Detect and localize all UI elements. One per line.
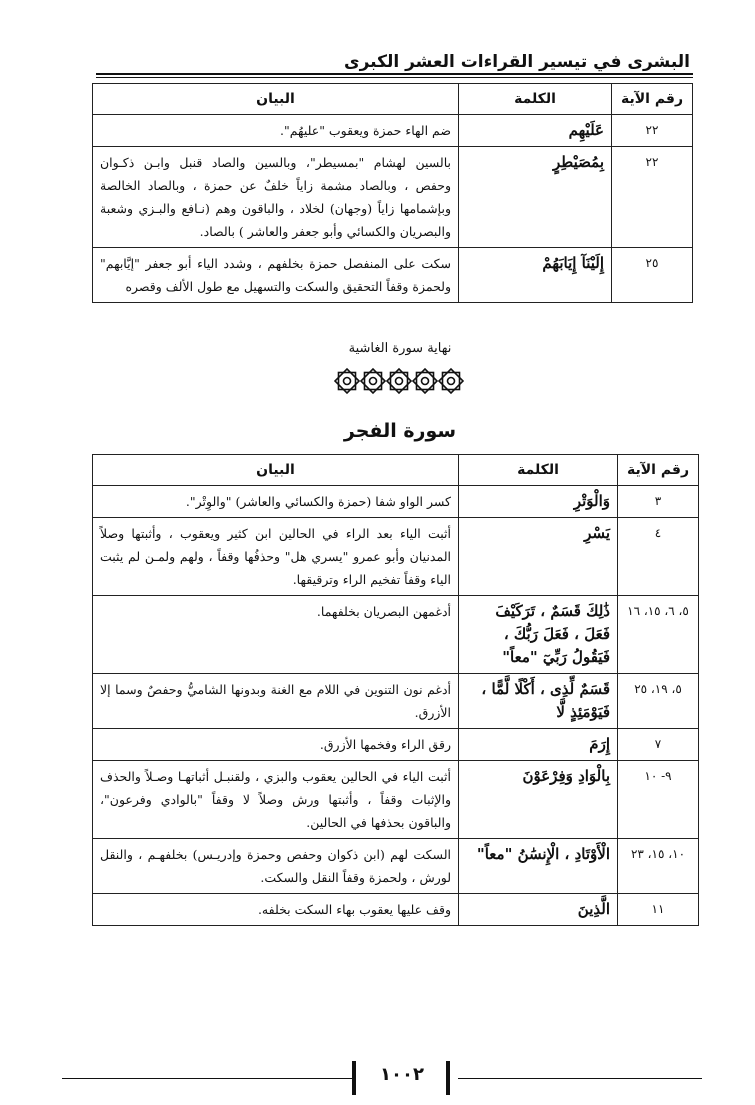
table-header-row — [93, 84, 693, 115]
explanation-cell: أدغمهن البصريان بخلفهما. — [93, 596, 459, 674]
explanation-cell: أثبت الياء في الحالين يعقوب والبزي ، ولقنبـل أثباتهـا وصـلاً والحذف والإثبات وقفاً ، وأثبتها ورش وصلاً لا وقفاً "بالوادي وفرعون"، والباقون بحذفها في الحالين. — [93, 761, 459, 839]
word-cell: الَّذِينَ — [459, 894, 618, 926]
column-header-explanation: البيان — [93, 84, 459, 115]
word-cell: بِمُصَيْطِرٍ — [459, 147, 612, 248]
column-header-word: الكلمة — [459, 84, 612, 115]
table-row — [93, 761, 699, 839]
table-row — [93, 486, 699, 518]
ayah-cell: ٥، ١٩، ٢٥ — [618, 674, 699, 729]
readings-table-ghashiya — [92, 83, 693, 303]
ayah-cell: ١٠، ١٥، ٢٣ — [618, 839, 699, 894]
ayah-cell: ٧ — [618, 729, 699, 761]
star-ornament-divider — [334, 366, 464, 396]
explanation-cell: وقف عليها يعقوب بهاء السكت بخلفه. — [93, 894, 459, 926]
ayah-cell: ٥، ٦، ١٥، ١٦ — [618, 596, 699, 674]
table-row — [93, 147, 693, 248]
explanation-cell: السكت لهم (ابن ذكوان وحفص وحمزة وإدريـس) بخلفهـم ، والنقل لورش ، ولحمزة وقفاً النقل والسكت. — [93, 839, 459, 894]
star-ornament-icon — [335, 369, 359, 393]
surah-title: سورة الفجر — [343, 420, 457, 442]
word-cell: الْأَوْتَادِ ، الْإِنسَٰنُ "معاً" — [459, 839, 618, 894]
table-row — [93, 839, 699, 894]
column-header-explanation: البيان — [93, 455, 459, 486]
column-header-ayah: رقم الآية — [618, 455, 699, 486]
ayah-cell: ٤ — [618, 518, 699, 596]
ayah-cell: ٢٢ — [612, 115, 693, 147]
word-cell: بِالْوَادِ وَفِرْعَوْنَ — [459, 761, 618, 839]
star-ornament-icon — [387, 369, 411, 393]
table-row — [93, 115, 693, 147]
explanation-cell: كسر الواو شفا (حمزة والكسائي والعاشر) "والوِتْر". — [93, 486, 459, 518]
explanation-cell: ضم الهاء حمزة ويعقوب "عليهُم". — [93, 115, 459, 147]
table-row — [93, 518, 699, 596]
explanation-cell: بالسين لهشام "بمسيطر"، وبالسين والصاد قنبل وابـن ذكـوان وحفص ، وبالصاد مشمة زاياً خلفٌ عن حمزة ، وبالصاد الخالصة وبإشمامها زاياً (وجهان) لخلاد ، والباقون وهم (نـافع والبـزي وشعبة والبصريان والكسائي وأبو جعفر والعاشر ) بالصاد. — [93, 147, 459, 248]
explanation-cell: أثبت الياء بعد الراء في الحالين ابن كثير ويعقوب ، وأثبتها وصلاً المدنيان وأبو عمرو "يسري هل" وحذفُها وقفاً ، ولهم ولمـن لم يثبت الياء وقفاً تفخيم الراء وترقيقها. — [93, 518, 459, 596]
star-ornament-icon — [361, 369, 385, 393]
running-header: البشرى في تيسير القراءات العشر الكبرى — [344, 52, 690, 72]
word-cell: إِلَيْنَآ إِيَابَهُمْ — [459, 248, 612, 303]
word-cell: قَسَمٌ لِّذِى ، أَكْلًا لَّمًّا ، فَيَوْمَئِذٍ لَّا — [459, 674, 618, 729]
readings-table-fajr — [92, 454, 699, 926]
footer-rule-left — [62, 1078, 354, 1079]
ayah-cell: ٢٥ — [612, 248, 693, 303]
ayah-cell: ٣ — [618, 486, 699, 518]
word-cell: عَلَيْهِم — [459, 115, 612, 147]
word-cell: وَالْوَتْرِ — [459, 486, 618, 518]
column-header-word: الكلمة — [459, 455, 618, 486]
word-cell: يَسْرِ — [459, 518, 618, 596]
header-rule-thin — [96, 77, 693, 78]
word-cell: ذَٰلِكَ قَسَمٌ ، تَرَكَيْفَ فَعَلَ ، فَعَلَ رَبُّكَ ، فَيَقُولُ رَبِّيٓ "معاً" — [459, 596, 618, 674]
explanation-cell: سكت على المنفصل حمزة بخلفهم ، وشدد الياء أبو جعفر "إيَّابهم" ولحمزة وقفاً التحقيق والسكت والتسهيل مع طول الألف وقصره — [93, 248, 459, 303]
footer-rule-right — [458, 1078, 702, 1079]
page-number-bracket-left — [352, 1061, 356, 1095]
column-header-ayah: رقم الآية — [612, 84, 693, 115]
ayah-cell: ١١ — [618, 894, 699, 926]
table-row — [93, 596, 699, 674]
explanation-cell: أدغم نون التنوين في اللام مع الغنة وبدونها الشاميُّ وحفصٌ وسما إلا الأزرق. — [93, 674, 459, 729]
page-number: ١٠٠٢ — [380, 1064, 424, 1085]
table-row — [93, 894, 699, 926]
explanation-cell: رقق الراء وفخمها الأزرق. — [93, 729, 459, 761]
star-ornament-icon — [413, 369, 437, 393]
ayah-cell: ٢٢ — [612, 147, 693, 248]
header-rule — [96, 73, 693, 75]
table-row — [93, 729, 699, 761]
table-row — [93, 674, 699, 729]
table-header-row — [93, 455, 699, 486]
table-row — [93, 248, 693, 303]
star-ornament-icon — [439, 369, 463, 393]
word-cell: إِرَمَ — [459, 729, 618, 761]
surah-end-note: نهاية سورة الغاشية — [348, 341, 452, 356]
page-number-bracket-right — [446, 1061, 450, 1095]
ayah-cell: ٩- ١٠ — [618, 761, 699, 839]
